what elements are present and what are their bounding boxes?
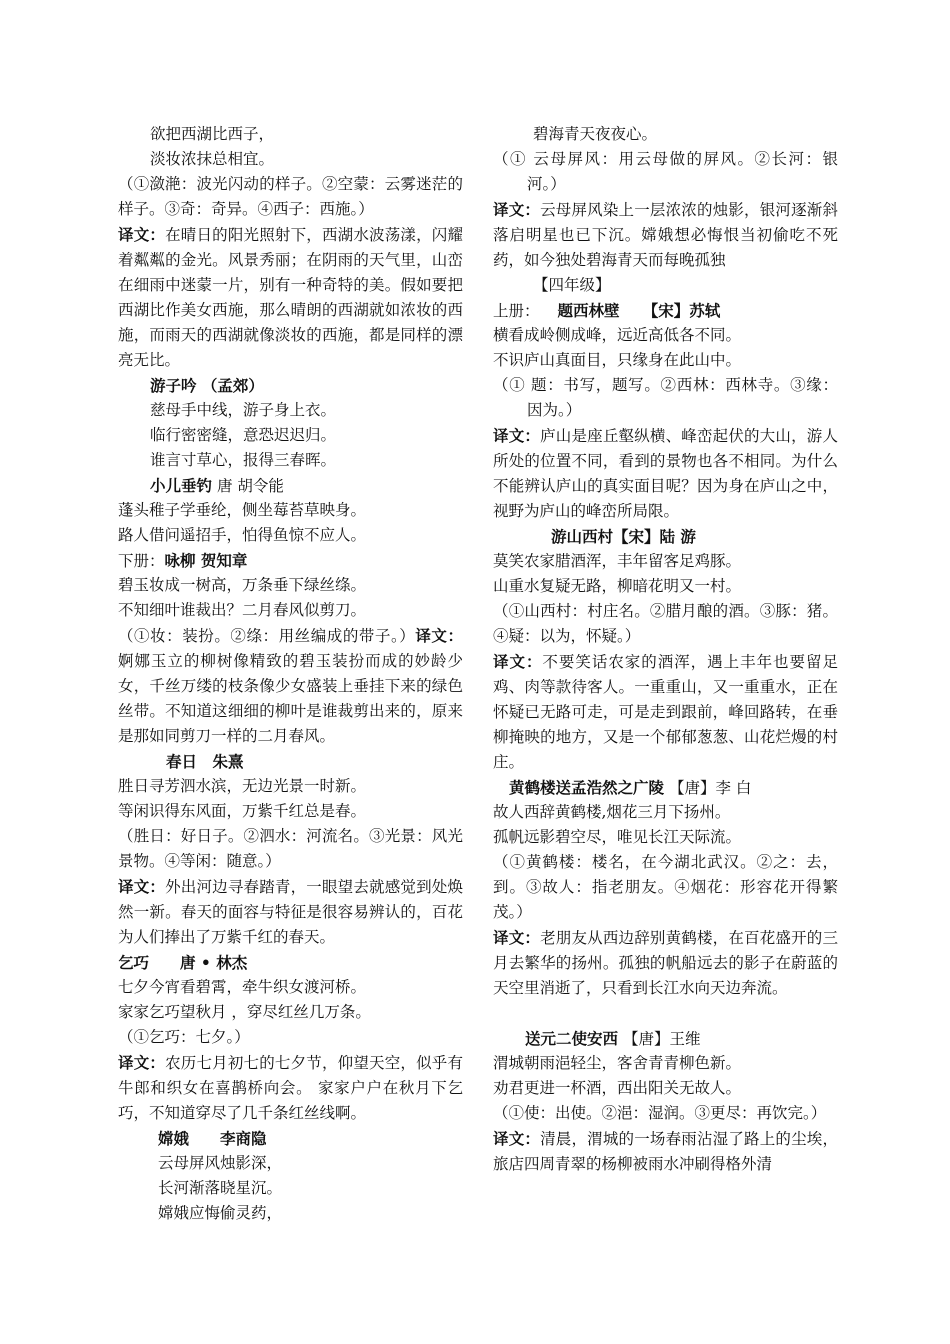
volume-label: 上册： <box>493 302 540 320</box>
poem-line: 碧海青天夜夜心。 <box>533 125 658 143</box>
right-column <box>493 122 838 1177</box>
translation-label: 译文： <box>118 225 166 244</box>
translation-text: 外出河边寻春踏青，一眼望去就感觉到处焕然一新。春天的面容与特征是很容易辨认的，百花为人们捧出了万紫千红的春天。 <box>118 878 463 946</box>
poem-line: 家家乞巧望秋月 ，穿尽红丝几万条。 <box>118 1003 371 1021</box>
poem-title: 小儿垂钓 <box>150 476 213 495</box>
poem-line: 胜日寻芳泗水滨，无边光景一时新。 <box>118 777 367 795</box>
poem-line: 蓬头稚子学垂纶，侧坐莓苔草映身。 <box>118 501 367 519</box>
annotation: （①使：出使。②浥：湿润。③更尽：再饮完。） <box>493 1104 827 1122</box>
translation-label: 译文： <box>493 928 541 947</box>
translation-text: 老朋友从西边辞别黄鹤楼，在百花盛开的三月去繁华的扬州。孤独的帆船远去的影子在蔚蓝的天空里消逝了，只看到长江水向天边奔流。 <box>493 929 838 997</box>
poem-line: 不识庐山真面目，只缘身在此山中。 <box>493 351 742 369</box>
poem-line: 临行密密缝，意恐迟迟归。 <box>150 426 337 444</box>
poem-author: 唐 胡令能 <box>212 477 284 495</box>
poem-line: 云母屏风烛影深， <box>158 1154 283 1172</box>
left-column <box>118 122 463 1226</box>
poem-heading <box>118 548 463 573</box>
annotation-translation <box>118 623 463 749</box>
translation-label: 译文： <box>493 200 541 219</box>
poem-title: 咏柳 贺知章 <box>164 551 248 570</box>
poem-heading <box>118 473 463 498</box>
poem-line: 淡妆浓抹总相宜。 <box>150 150 275 168</box>
translation-label: 译文： <box>415 626 463 645</box>
poem-title: 春日 朱熹 <box>166 752 244 771</box>
translation-label: 译文： <box>118 877 166 896</box>
poem-line: 路人借问遥招手，怕得鱼惊不应人。 <box>118 526 367 544</box>
poem-line: 碧玉妆成一树高，万条垂下绿丝绦。 <box>118 576 367 594</box>
poem-line: 莫笑农家腊酒浑，丰年留客足鸡豚。 <box>493 552 742 570</box>
translation <box>493 925 838 1001</box>
translation-text: 云母屏风染上一层浓浓的烛影，银河逐渐斜落启明星也已下沉。嫦娥想必悔恨当初偷吃不死药，如今独处碧海青天而每晚孤独 <box>493 201 838 269</box>
translation-text: 清晨，渭城的一场春雨沾湿了路上的尘埃，旅店四周青翠的杨柳被雨水冲刷得格外清 <box>493 1130 838 1173</box>
spacer <box>493 1001 838 1026</box>
poem-line: 等闲识得东风面，万紫千红总是春。 <box>118 802 367 820</box>
poem-line: 长河渐落晓星沉。 <box>158 1179 283 1197</box>
poem-author: 【唐】王维 <box>618 1030 701 1048</box>
translation-label: 译文： <box>493 652 543 671</box>
poem-line: 不知细叶谁裁出？二月春风似剪刀。 <box>118 601 367 619</box>
poem-line: 劝君更进一杯酒，西出阳关无故人。 <box>493 1079 742 1097</box>
poem-line: 嫦娥应悔偷灵药， <box>158 1204 283 1222</box>
poem-title: 题西林壁 【宋】苏轼 <box>557 301 721 320</box>
annotation: （①乞巧：七夕。） <box>118 1028 250 1046</box>
translation <box>493 1126 838 1177</box>
annotation: （胜日：好日子。②泗水：河流名。③光景：风光景物。④等闲：随意。） <box>118 827 463 870</box>
poem-line: 横看成岭侧成峰，远近高低各不同。 <box>493 326 742 344</box>
poem-title: 游子吟 （孟郊） <box>150 376 264 395</box>
poem-line: 故人西辞黄鹤楼,烟花三月下扬州。 <box>493 803 731 821</box>
poem-title: 嫦娥 李商隐 <box>158 1129 267 1148</box>
annotation: （①妆：装扮。②绦：用丝编成的带子。） <box>118 627 416 645</box>
poem-title: 乞巧 唐 • 林杰 <box>118 953 248 972</box>
annotation: （①潋滟：波光闪动的样子。②空蒙：云雾迷茫的样子。③奇：奇异。④西子：西施。） <box>118 175 463 218</box>
poem-line: 孤帆远影碧空尽，唯见长江天际流。 <box>493 828 742 846</box>
poem-heading <box>493 775 838 800</box>
translation-text: 农历七月初七的七夕节，仰望天空，似乎有牛郎和织女在喜鹊桥向会。 家家户户在秋月下乞巧，不知道穿尽了几千条红丝线啊。 <box>118 1054 463 1122</box>
volume-label: 下册： <box>118 552 165 570</box>
poem-title: 游山西村【宋】陆 游 <box>551 527 696 546</box>
poem-line: 渭城朝雨浥轻尘，客舍青青柳色新。 <box>493 1054 742 1072</box>
translation <box>493 197 838 273</box>
translation <box>493 423 838 524</box>
annotation: （①黄鹤楼：楼名，在今湖北武汉。②之：去，到。③故人：指老朋友。④烟花：形容花开得繁茂。） <box>493 853 838 921</box>
poem-line: 慈母手中线，游子身上衣。 <box>150 401 337 419</box>
translation <box>118 222 463 373</box>
translation-text: 在晴日的阳光照射下，西湖水波荡漾，闪耀着粼粼的金光。风景秀丽；在阴雨的天气里，山峦在细雨中迷蒙一片，别有一种奇特的美。假如要把西湖比作美女西施，那么晴朗的西湖就如浓妆的西施，而雨天的西湖就像淡妆的西施，都是同样的漂亮无比。 <box>118 226 463 369</box>
grade-header: 【四年级】 <box>533 276 611 294</box>
poem-heading <box>493 1026 838 1051</box>
poem-line: 山重水复疑无路，柳暗花明又一村。 <box>493 577 742 595</box>
translation-text: 不要笑话农家的酒浑，遇上丰年也要留足鸡、肉等款待客人。一重重山，又一重重水，正在怀疑已无路可走，可是走到跟前，峰回路转，在垂柳掩映的地方，又是一个郁郁葱葱、山花烂熳的村庄。 <box>493 653 838 771</box>
translation <box>493 649 838 775</box>
translation-text: 婀娜玉立的柳树像精致的碧玉装扮而成的妙龄少女，千丝万缕的枝条像少女盛装上垂挂下来的绿色丝带。不知道这细细的柳叶是谁裁剪出来的，原来是那如同剪刀一样的二月春风。 <box>118 652 463 745</box>
translation-label: 译文： <box>493 1129 541 1148</box>
translation <box>118 874 463 950</box>
poem-author: 【唐】李 白 <box>664 779 752 797</box>
poem-heading <box>493 298 838 323</box>
translation-label: 译文： <box>118 1053 166 1072</box>
annotation: （① 题：书写，题写。②西林：西林寺。③缘：因为。） <box>493 376 838 419</box>
translation-label: 译文： <box>493 426 541 445</box>
translation-text: 庐山是座丘壑纵横、峰峦起伏的大山，游人所处的位置不同，看到的景物也各不相同。为什么不能辨认庐山的真实面目呢？因为身在庐山之中，视野为庐山的峰峦所局限。 <box>493 427 838 520</box>
translation <box>118 1050 463 1126</box>
poem-title: 黄鹤楼送孟浩然之广陵 <box>509 778 665 797</box>
poem-line: 欲把西湖比西子， <box>150 125 275 143</box>
poem-title: 送元二使安西 <box>525 1029 619 1048</box>
annotation: （①山西村：村庄名。②腊月酿的酒。③豚：猪。④疑：以为，怀疑。） <box>493 602 838 645</box>
poem-line: 七夕今宵看碧霄，牵牛织女渡河桥。 <box>118 978 367 996</box>
poem-line: 谁言寸草心，报得三春晖。 <box>150 451 337 469</box>
annotation: （① 云母屏风：用云母做的屏风。②长河：银河。） <box>493 150 838 193</box>
